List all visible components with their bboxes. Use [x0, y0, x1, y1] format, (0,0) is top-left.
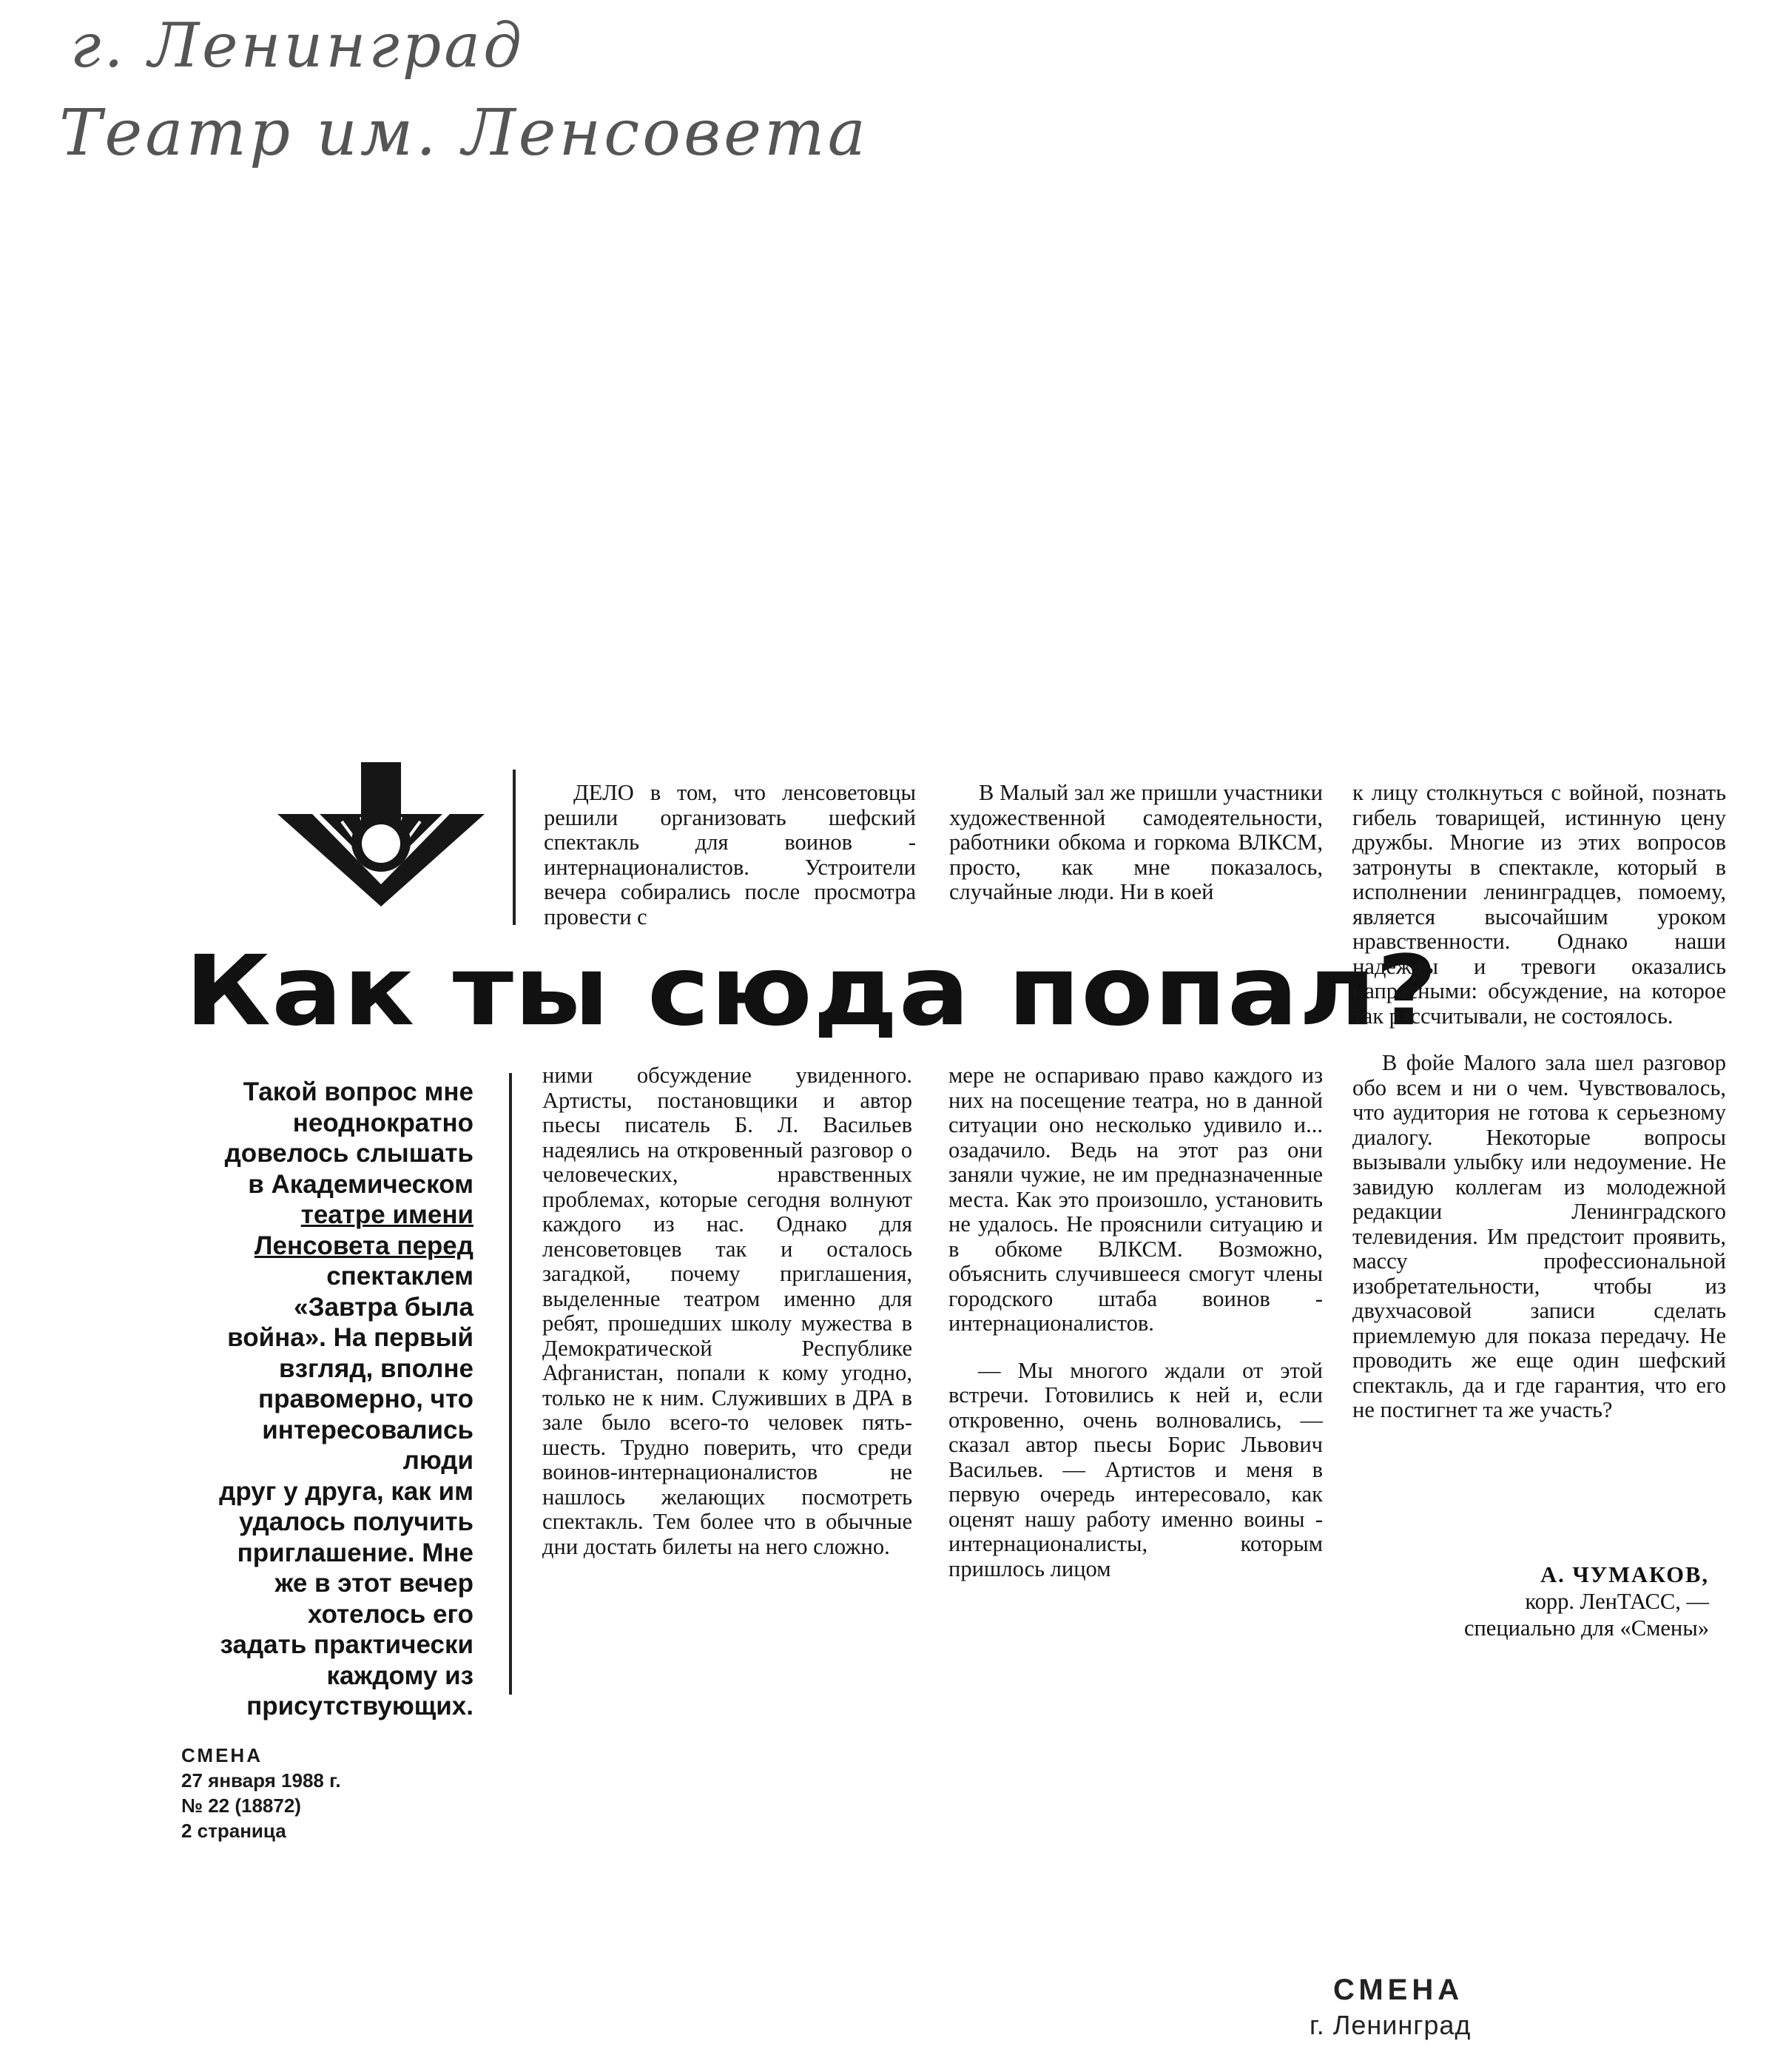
lead-line: присутствующих. [246, 1692, 473, 1720]
source-paper: СМЕНА [181, 1744, 263, 1766]
lead-line: театре имени [300, 1200, 473, 1229]
paragraph: мере не оспариваю право каждого из них на посещение театра, но в данной ситуации оно несколько удивило и... озадачило. Ведь на этот раз они заняли чужие, не им предназначенные места. Как это произошло, установить не удалось. Не прояснили ситуацию и в обкоме ВЛКСМ. Возможно, объяснить случившееся смогут члены городского штаба воинов - интернационалистов. [948, 1063, 1323, 1336]
paragraph: к лицу столкнуться с войной, познать гибель товарищей, истинную цену дружбы. Многие из этих вопросов затронуты в спектакле, который в исполнении ленинградцев, помоему, является высочайшим уроком нравственности. Однако наши надежды и тревоги оказались напрасными: обсуждение, на которое так рассчитывали, не состоялось. [1352, 780, 1726, 1029]
source-date: 27 января 1988 г. [181, 1769, 341, 1792]
column-rule [513, 770, 516, 925]
lead-line: друг у друга, как им [219, 1476, 473, 1506]
lead-line: же в этот вечер [274, 1569, 473, 1598]
lead-line: война». На первый [227, 1323, 473, 1352]
source-reference [181, 1743, 341, 1843]
lead-line: хотелось его [307, 1599, 473, 1629]
stamp-title: СМЕНА [1333, 1974, 1464, 2006]
paragraph: ДЕЛО в том, что ленсоветовцы решили организовать шефский спектакль для воинов - интернационалистов. Устроители вечера собирались после просмотра провести с [544, 780, 916, 929]
lead-line: неоднократно [292, 1108, 473, 1137]
lead-line: удалось получить [238, 1507, 473, 1536]
paragraph: ними обсуждение увиденного. Артисты, постановщики и автор пьесы писатель Б. Л. Васильев надеялись на откровенный разговор о человеческих, нравственных проблемах, которые сегодня волнуют каждого из нас. Однако для ленсоветовцев так и осталось загадкой, почему приглашения, выделенные театром именно для ребят, прошедших школу мужества в Демократической Республике Афганистан, попали к кому угодно, только не к ним. Служивших в ДРА в зале было всего-то человек пять-шесть. Трудно поверить, что среди воинов-интернационалистов не нашлось желающих посмотреть спектакль. Тем более что в обычные дни достать билеты на него сложно. [542, 1063, 912, 1559]
lead-line: приглашение. Мне [237, 1538, 473, 1567]
article-lead [181, 1077, 473, 1722]
article-column-top-1 [544, 781, 916, 929]
article-column-top-2 [949, 781, 1323, 905]
lead-line: спектаклем [326, 1262, 473, 1291]
article-column-3 [1352, 781, 1726, 1423]
author-role: корр. ЛенТАСС, — [1525, 1589, 1709, 1614]
rubric-logo-icon [274, 762, 488, 910]
lead-line: правомерно, что [257, 1385, 473, 1413]
author-note: специально для «Смены» [1463, 1615, 1709, 1641]
lead-line: задать практически [220, 1630, 473, 1659]
article-column-bottom-1 [542, 1063, 912, 1559]
paragraph: В фойе Малого зала шел разговор обо всем и ни о чем. Чувствовалось, что аудитория не готова к серьезному диалогу. Некоторые вопросы вызывали улыбку или недоумение. Не завидую коллегам из молодежной редакции Ленинградского телевидения. Им предстоит проявить, массу профессиональной изобретательности, чтобы из двухчасовой записи сделать приемлемую для показа передачу. Не проводить же еще один шефский спектакль, да и где гарантия, что его не постигнет та же участь? [1352, 1050, 1726, 1422]
lead-line: в Академическом [248, 1169, 473, 1199]
source-issue: № 22 (18872) [181, 1794, 301, 1817]
lead-line: интересовались [262, 1415, 473, 1444]
handwritten-note-line-1: г. Ленинград [70, 11, 525, 81]
newspaper-stamp [1310, 1972, 1471, 2043]
lead-line: каждому из [326, 1661, 473, 1690]
lead-line: взгляд, вполне [279, 1353, 473, 1383]
lead-line: «Завтра была [294, 1292, 473, 1322]
source-page: 2 страница [181, 1820, 286, 1842]
handwritten-note-line-2: Театр им. Ленсовета [59, 96, 869, 170]
lead-line: люди [402, 1446, 473, 1475]
column-rule [509, 1073, 512, 1695]
lead-line: довелось слышать [224, 1139, 473, 1168]
lead-line: Такой вопрос мне [243, 1077, 473, 1106]
paragraph: — Мы многого ждали от этой встречи. Готовились к ней и, если откровенно, очень волновались, — сказал автор пьесы Борис Львович Васильев. — Артистов и меня в первую очередь интересовало, как оценят нашу работу именно воины - интернационалисты, которым пришлось лицом [948, 1357, 1323, 1581]
lead-line: Ленсовета перед [254, 1231, 473, 1260]
author-signature [1347, 1561, 1709, 1641]
stamp-city: г. Ленинград [1310, 2010, 1472, 2040]
article-headline: Как ты сюда попал? [185, 935, 1438, 1048]
paragraph: В Малый зал же пришли участники художественной самодеятельности, работники обкома и горкома ВЛКСМ, просто, как мне показалось, случайные люди. Ни в коей [949, 780, 1323, 904]
article-column-bottom-2 [948, 1063, 1323, 1581]
author-name: А. ЧУМАКОВ, [1540, 1562, 1709, 1587]
